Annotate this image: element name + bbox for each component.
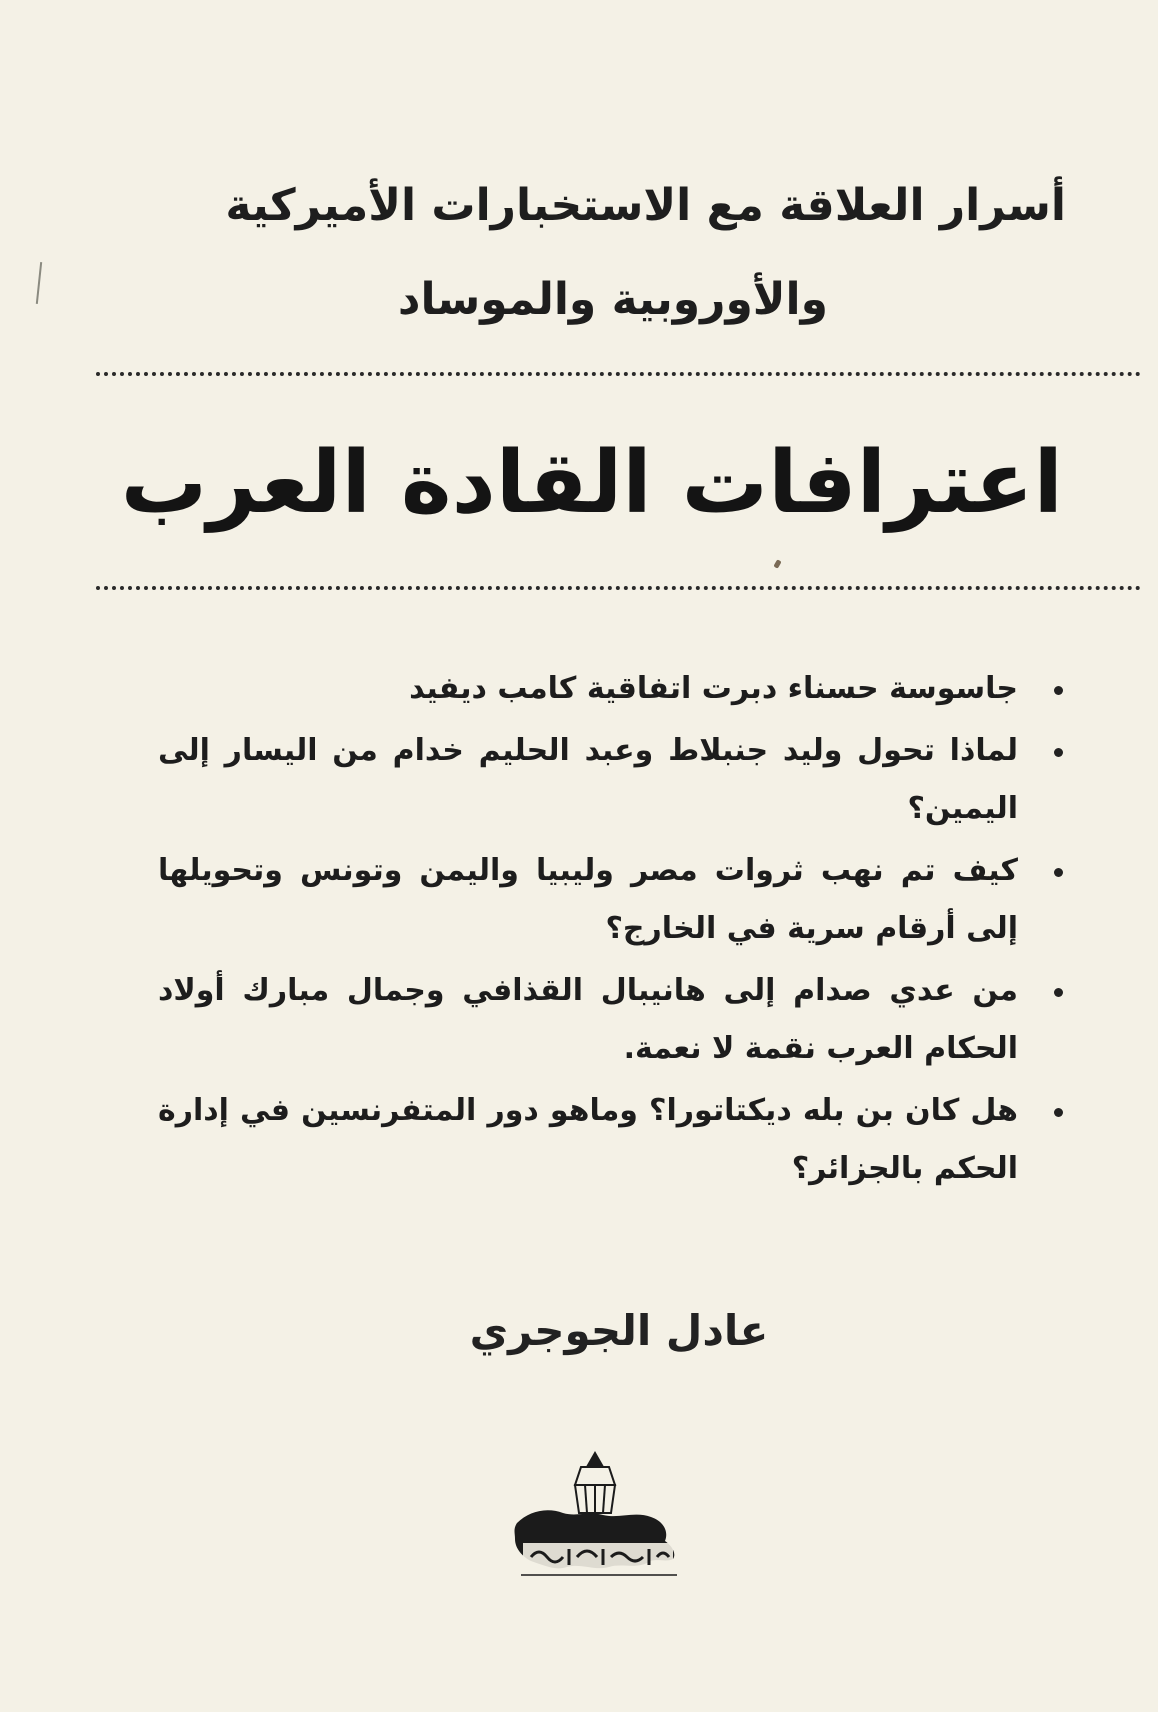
- bullet-item: [158, 1082, 1063, 1198]
- bullet-text: هل كان بن بله ديكتاتورا؟ وماهو دور المتفرنسين في إدارة الحكم بالجزائر؟: [158, 1093, 1018, 1186]
- dotted-divider-bottom: [96, 586, 1141, 590]
- dotted-divider-top: [96, 372, 1141, 376]
- bullet-dot-icon: [1054, 1108, 1063, 1117]
- bullet-item: [158, 660, 1063, 718]
- scan-mark: [36, 262, 42, 304]
- bullet-list: [158, 660, 1063, 1202]
- bullet-text: من عدي صدام إلى هانيبال القذافي وجمال مبارك أولاد الحكام العرب نقمة لا نعمة.: [158, 973, 1018, 1066]
- book-title: اعترافات القادة العرب: [120, 433, 1063, 533]
- bullet-text: جاسوسة حسناء دبرت اتفاقية كامب ديفيد: [409, 671, 1018, 706]
- bullet-text: لماذا تحول وليد جنبلاط وعبد الحليم خدام من اليسار إلى اليمين؟: [158, 733, 1018, 826]
- bullet-dot-icon: [1054, 748, 1063, 757]
- bullet-item: [158, 842, 1063, 958]
- bullet-item: [158, 962, 1063, 1078]
- bullet-dot-icon: [1054, 868, 1063, 877]
- bullet-item: [158, 722, 1063, 838]
- bullet-dot-icon: [1054, 686, 1063, 695]
- publisher-logo: [495, 1445, 705, 1600]
- author-name: عادل الجوجري: [469, 1306, 769, 1355]
- publisher-logo-icon: [495, 1445, 705, 1600]
- bullet-text: كيف تم نهب ثروات مصر وليبيا واليمن وتونس وتحويلها إلى أرقام سرية في الخارج؟: [158, 853, 1018, 946]
- ink-spot: [773, 559, 781, 568]
- bullet-dot-icon: [1054, 988, 1063, 997]
- subtitle-line-1: أسرار العلاقة مع الاستخبارات الأميركية: [225, 180, 1066, 231]
- subtitle-line-2: والأوروبية والموساد: [397, 274, 828, 325]
